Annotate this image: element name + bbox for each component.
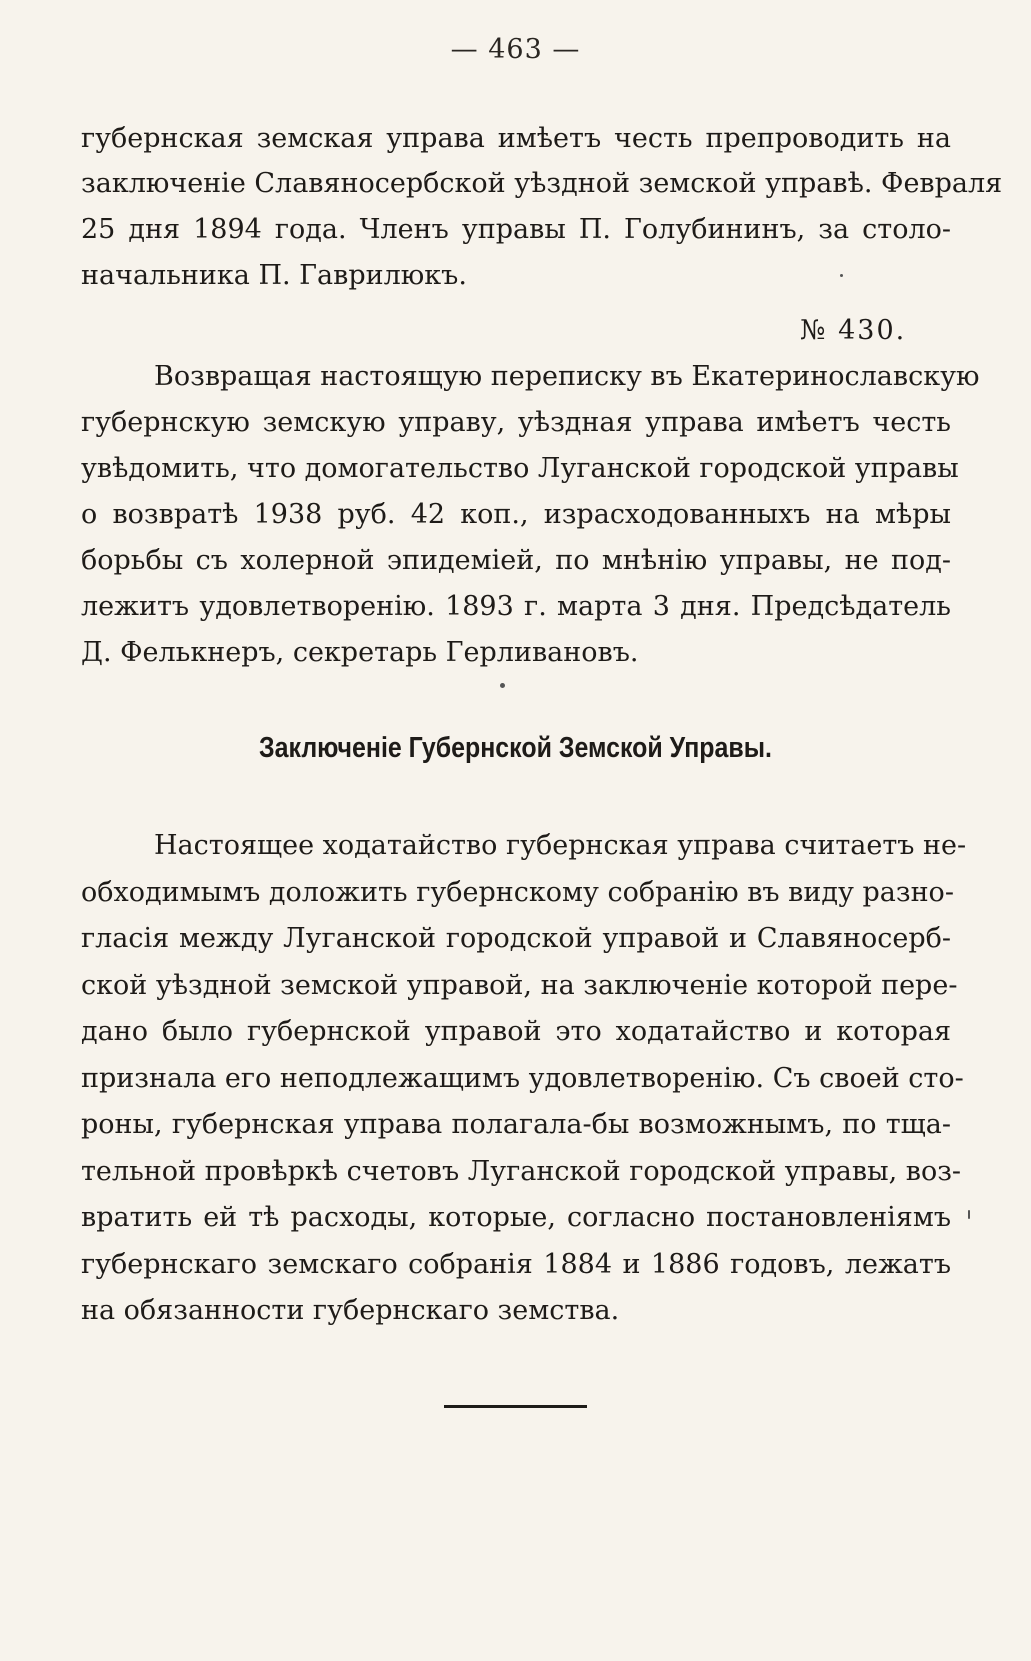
text-line: 25 дня 1894 года. Членъ управы П. Голубининъ, за столо- (81, 214, 951, 245)
text-line: тельной провѣркѣ счетовъ Луганской городской управы, воз- (81, 1156, 962, 1187)
text-line: обходимымъ доложить губернскому собранію въ виду разно- (81, 877, 954, 908)
text-line: губернскую земскую управу, уѣздная управа имѣетъ честь (81, 407, 951, 438)
text-line: признала его неподлежащимъ удовлетворенію. Съ своей сто- (81, 1063, 964, 1094)
text-line: о возвратѣ 1938 руб. 42 коп., израсходованныхъ на мѣры (81, 499, 951, 530)
text-line: губернскаго земскаго собранія 1884 и 1886 годовъ, лежатъ (81, 1249, 951, 1280)
text-line: гласія между Луганской городской управой и Славяносерб- (81, 923, 951, 954)
text-line: губернская земская управа имѣетъ честь препроводить на (81, 123, 951, 154)
page-number: — 463 — (450, 34, 581, 65)
text-line: Д. Фелькнеръ, секретарь Герливановъ. (81, 637, 639, 668)
text-line: роны, губернская управа полагала-бы возможнымъ, по тща- (81, 1109, 951, 1140)
text-line: на обязанности губернскаго земства. (81, 1295, 620, 1326)
text-line: заключенie Славяносербской уѣздной земской управѣ. Февраля (81, 168, 1003, 199)
text-line: дано было губернской управой это ходатайство и которая (81, 1016, 951, 1047)
text-line: Возвращая настоящую переписку въ Екатеринославскую (154, 361, 980, 392)
text-line: лежитъ удовлетворенію. 1893 г. марта 3 дня. Предсѣдатель (81, 591, 951, 622)
closing-rule (444, 1405, 587, 1408)
text-line: вратить ей тѣ расходы, которые, согласно постановленіямъ (81, 1202, 951, 1233)
text-line: борьбы съ холерной эпидеміей, по мнѣнію управы, не под- (81, 545, 951, 576)
text-line: начальника П. Гаврилюкъ. (81, 260, 467, 291)
scan-speck (968, 1210, 970, 1219)
text-line: увѣдомить, что домогательство Луганской городской управы (81, 453, 959, 484)
scan-speck (840, 274, 843, 277)
text-line: ской уѣздной земской управой, на заключеніе которой пере- (81, 970, 958, 1001)
document-number: № 430. (800, 315, 907, 346)
scan-speck (500, 683, 505, 688)
section-heading: Заключеніе Губернской Земской Управы. (259, 732, 772, 764)
text-line: Настоящее ходатайство губернская управа считаетъ не- (154, 830, 967, 861)
